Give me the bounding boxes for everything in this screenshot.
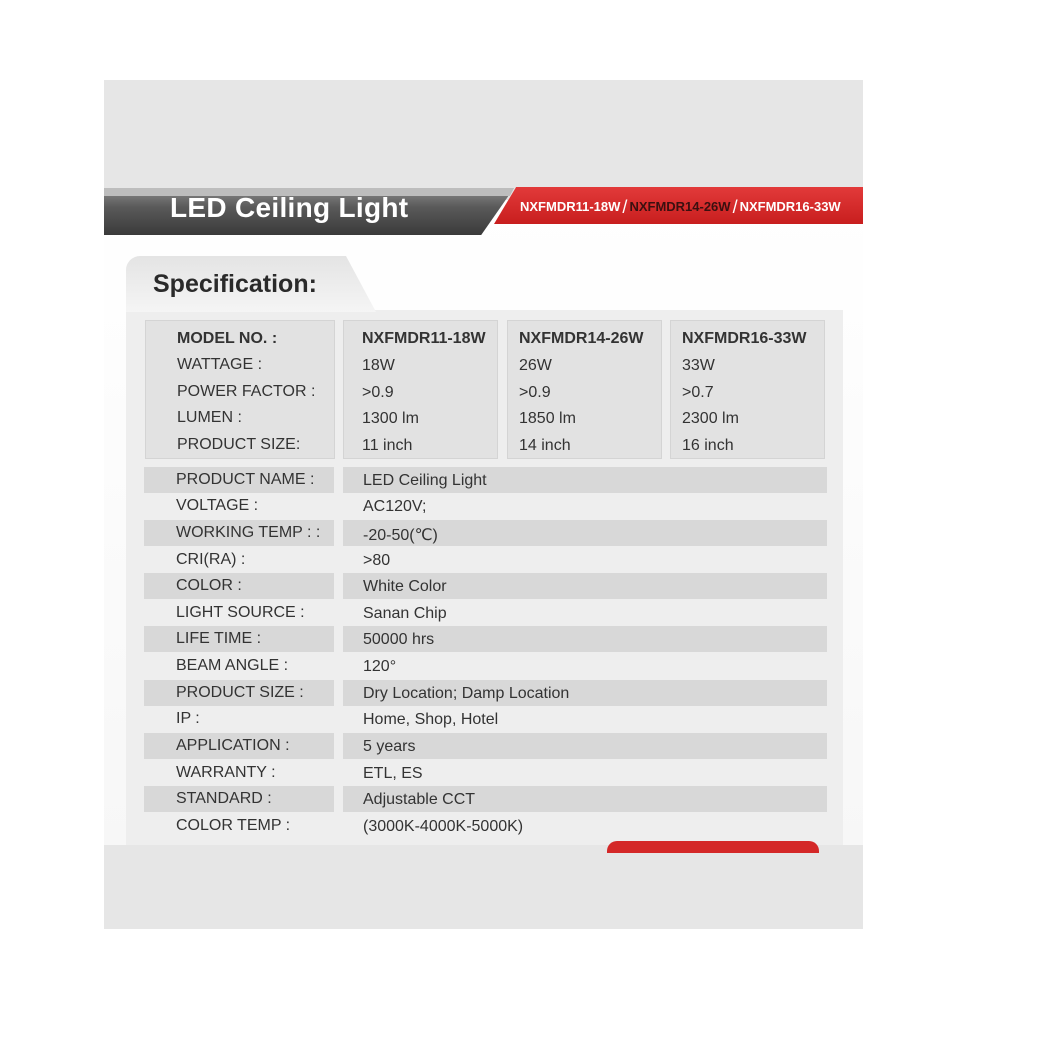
product-spec-card	[104, 80, 863, 929]
spec-label: COLOR TEMP :	[176, 817, 291, 834]
spec-row-standard	[144, 786, 827, 812]
spec-label: IP :	[176, 710, 200, 727]
model-separator: /	[622, 197, 628, 217]
size-value: 16 inch	[682, 437, 734, 454]
spec-value: LED Ceiling Light	[363, 472, 487, 489]
spec-value: Dry Location; Damp Location	[363, 685, 570, 702]
label-power-factor: POWER FACTOR :	[177, 383, 316, 400]
spec-label: CRI(RA) :	[176, 551, 246, 568]
product-title: LED Ceiling Light	[170, 192, 409, 223]
label-model-no: MODEL NO. :	[177, 330, 278, 347]
spec-row-voltage	[144, 493, 827, 519]
spec-row-color-temp	[144, 813, 827, 839]
model-2: NXFMDR14-26W	[629, 199, 731, 214]
spec-row-ip	[144, 706, 827, 732]
spec-value: Sanan Chip	[363, 605, 447, 622]
spec-row-product-name	[144, 467, 827, 493]
model-separator: /	[732, 197, 738, 217]
model-list	[520, 197, 841, 218]
spec-row-beam-angle	[144, 653, 827, 679]
power-factor-value: >0.9	[362, 384, 394, 401]
lumen-value: 1850 lm	[519, 410, 576, 427]
spec-label: LIFE TIME :	[176, 630, 262, 647]
model-column-2	[507, 320, 662, 459]
model-column-header: NXFMDR16-33W	[682, 330, 807, 347]
model-1: NXFMDR11-18W	[520, 199, 621, 214]
spec-value: (3000K-4000K-5000K)	[363, 818, 524, 835]
spec-value: 50000 hrs	[363, 631, 435, 648]
spec-label: PRODUCT NAME :	[176, 471, 315, 488]
size-value: 14 inch	[519, 437, 571, 454]
spec-label: PRODUCT SIZE :	[176, 684, 304, 701]
wattage-value: 26W	[519, 357, 552, 374]
spec-value: AC120V;	[363, 498, 427, 515]
spec-label: LIGHT SOURCE :	[176, 604, 305, 621]
model-column-header: NXFMDR14-26W	[519, 330, 644, 347]
spec-value: -20-50(℃)	[363, 527, 438, 544]
spec-label: VOLTAGE :	[176, 497, 259, 514]
size-value: 11 inch	[362, 437, 413, 454]
spec-row-light-source	[144, 600, 827, 626]
spec-label: BEAM ANGLE :	[176, 657, 289, 674]
spec-label: STANDARD :	[176, 790, 272, 807]
model-column-header: NXFMDR11-18W	[362, 330, 486, 347]
label-wattage: WATTAGE :	[177, 356, 263, 373]
spec-value: 5 years	[363, 738, 416, 755]
lumen-value: 2300 lm	[682, 410, 739, 427]
spec-label: COLOR :	[176, 577, 242, 594]
spec-value: >80	[363, 552, 391, 569]
lumen-value: 1300 lm	[362, 410, 419, 427]
spec-value: Home, Shop, Hotel	[363, 711, 499, 728]
power-factor-value: >0.7	[682, 384, 714, 401]
spec-row-color	[144, 573, 827, 599]
spec-row-life-time	[144, 626, 827, 652]
model-3: NXFMDR16-33W	[739, 199, 841, 214]
label-product-size: PRODUCT SIZE:	[177, 436, 301, 453]
spec-label: WARRANTY :	[176, 764, 276, 781]
power-factor-value: >0.9	[519, 384, 551, 401]
spec-value: Adjustable CCT	[363, 791, 476, 808]
spec-value: ETL, ES	[363, 765, 423, 782]
spec-row-working-temp	[144, 520, 827, 546]
label-lumen: LUMEN :	[177, 409, 242, 426]
spec-row-warranty	[144, 760, 827, 786]
spec-row-product-size	[144, 680, 827, 706]
spec-row-cri	[144, 547, 827, 573]
model-column-1	[343, 320, 498, 459]
wattage-value: 18W	[362, 357, 395, 374]
spec-value: 120°	[363, 658, 397, 675]
red-accent-tab	[607, 841, 819, 853]
spec-label: APPLICATION :	[176, 737, 290, 754]
wattage-value: 33W	[682, 357, 715, 374]
spec-row-application	[144, 733, 827, 759]
spec-value: White Color	[363, 578, 447, 595]
spec-title: Specification:	[153, 270, 317, 298]
model-labels-box	[145, 320, 335, 459]
spec-label: WORKING TEMP : :	[176, 524, 321, 541]
model-column-3	[670, 320, 825, 459]
